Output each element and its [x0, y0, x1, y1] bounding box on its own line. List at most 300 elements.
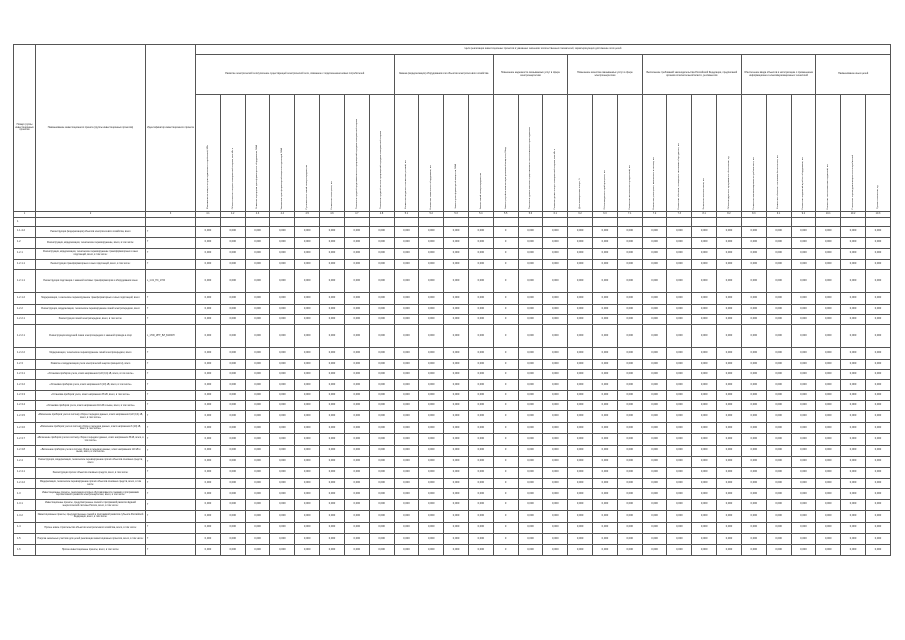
value-cell: 0,000: [369, 545, 394, 556]
value-cell: 0,000: [295, 325, 320, 348]
value-cell: 0,000: [444, 489, 469, 499]
value-cell: 0,000: [667, 348, 692, 359]
value-cell: 0,000: [369, 238, 394, 248]
value-cell: 0,000: [692, 359, 717, 369]
value-cell: 0,000: [543, 226, 568, 237]
value-cell: 0,000: [270, 467, 295, 478]
value-cell: 0,000: [468, 248, 493, 259]
value-cell: 0,000: [816, 445, 841, 456]
value-cell: 0,000: [468, 226, 493, 237]
value-cell: 0,000: [667, 238, 692, 248]
row-id: Г: [146, 467, 196, 478]
value-cell: 0,000: [444, 238, 469, 248]
value-cell: 0,000: [518, 445, 543, 456]
value-cell: 0,000: [642, 533, 667, 544]
value-cell: 0,000: [245, 545, 270, 556]
value-cell: 0,000: [344, 359, 369, 369]
value-cell: 0,000: [394, 401, 419, 411]
value-cell: 0,000: [841, 434, 866, 445]
value-cell: 0,000: [568, 511, 593, 522]
value-cell: 0,000: [320, 359, 345, 369]
value-cell: 0,000: [394, 511, 419, 522]
row-id: Г: [146, 348, 196, 359]
value-cell: 0,000: [320, 533, 345, 544]
value-cell: 0,000: [245, 380, 270, 390]
value-cell: 0,000: [717, 478, 742, 488]
index-cell: 4.4: [270, 212, 295, 218]
value-cell: 0,000: [617, 348, 642, 359]
hdr-subcol-label: Количество технологических нарушений, шт.: [827, 163, 830, 210]
value-cell: 0,000: [220, 348, 245, 359]
value-cell: 0,000: [766, 304, 791, 314]
value-cell: 0,000: [642, 226, 667, 237]
value-cell: 0,000: [245, 401, 270, 411]
value-cell: 0,000: [568, 434, 593, 445]
value-cell: [220, 218, 245, 226]
value-cell: 0,000: [394, 422, 419, 433]
value-cell: 0,000: [419, 401, 444, 411]
row-id: Г: [146, 401, 196, 411]
value-cell: 0,000: [518, 259, 543, 269]
value-cell: 0,000: [692, 380, 717, 390]
value-cell: 0,000: [444, 270, 469, 293]
row-name: Реконструкция трансформаторных и иных подстанций, всего, в том числе:: [36, 259, 146, 269]
value-cell: 0: [493, 457, 518, 467]
value-cell: 0,000: [568, 411, 593, 422]
value-cell: 0,000: [865, 411, 890, 422]
row-num: 1.2.2: [14, 304, 36, 314]
value-cell: 0,000: [196, 457, 221, 467]
value-cell: 0,000: [816, 522, 841, 533]
hdr-subcol-label: Количество выполненных предписаний, шт.: [628, 164, 631, 210]
value-cell: 0,000: [667, 445, 692, 456]
value-cell: 0,000: [245, 226, 270, 237]
value-cell: 0,000: [841, 238, 866, 248]
value-cell: 0,000: [419, 511, 444, 522]
value-cell: 0,000: [444, 380, 469, 390]
value-cell: 0,000: [617, 467, 642, 478]
value-cell: 0,000: [518, 434, 543, 445]
value-cell: 0: [493, 478, 518, 488]
value-cell: 0,000: [593, 359, 618, 369]
value-cell: 0,000: [667, 390, 692, 400]
value-cell: 0,000: [642, 270, 667, 293]
value-cell: 0,000: [295, 478, 320, 488]
value-cell: 0,000: [543, 259, 568, 269]
value-cell: 0,000: [816, 293, 841, 304]
value-cell: 0,000: [617, 293, 642, 304]
value-cell: 0,000: [692, 411, 717, 422]
value-cell: 0,000: [270, 422, 295, 433]
row-num: 1.2.3: [14, 359, 36, 369]
row-id: Г: [146, 359, 196, 369]
value-cell: 0: [493, 369, 518, 379]
index-cell: 9.2: [791, 212, 816, 218]
value-cell: 0,000: [568, 238, 593, 248]
value-cell: 0,000: [841, 248, 866, 259]
value-cell: 0,000: [543, 511, 568, 522]
value-cell: 0,000: [642, 369, 667, 379]
row-id: Г: [146, 499, 196, 510]
value-cell: 0,000: [717, 401, 742, 411]
value-cell: 0,000: [816, 314, 841, 324]
value-cell: 0,000: [344, 226, 369, 237]
table-row: [14, 304, 891, 314]
value-cell: 0,000: [741, 325, 766, 348]
value-cell: 0,000: [766, 457, 791, 467]
value-cell: 0,000: [245, 499, 270, 510]
value-cell: [568, 218, 593, 226]
value-cell: 0,000: [568, 422, 593, 433]
value-cell: 0,000: [766, 248, 791, 259]
value-cell: [667, 218, 692, 226]
value-cell: 0,000: [468, 467, 493, 478]
value-cell: 0,000: [444, 314, 469, 324]
value-cell: 0,000: [816, 499, 841, 510]
value-cell: [617, 218, 642, 226]
table-row: [14, 270, 891, 293]
value-cell: 0,000: [568, 457, 593, 467]
value-cell: 0,000: [593, 489, 618, 499]
value-cell: 0,000: [196, 499, 221, 510]
value-cell: 0,000: [419, 369, 444, 379]
value-cell: 0,000: [245, 533, 270, 544]
value-cell: 0,000: [692, 478, 717, 488]
value-cell: 0,000: [791, 522, 816, 533]
value-cell: 0: [493, 238, 518, 248]
value-cell: 0,000: [344, 434, 369, 445]
value-cell: 0,000: [667, 401, 692, 411]
value-cell: 0,000: [518, 380, 543, 390]
value-cell: 0,000: [220, 238, 245, 248]
row-name: Реконструкция линий электропередачи, всего, в том числе:: [36, 314, 146, 324]
value-cell: 0: [493, 499, 518, 510]
value-cell: 0,000: [617, 445, 642, 456]
value-cell: 0,000: [791, 511, 816, 522]
value-cell: [468, 218, 493, 226]
value-cell: 0,000: [692, 390, 717, 400]
value-cell: 0,000: [667, 422, 692, 433]
value-cell: 0,000: [766, 325, 791, 348]
value-cell: 0,000: [468, 238, 493, 248]
row-num: 1.2.1: [14, 248, 36, 259]
table-row: [14, 422, 891, 433]
value-cell: 0,000: [468, 369, 493, 379]
value-cell: 0,000: [419, 325, 444, 348]
value-cell: 0,000: [642, 434, 667, 445]
row-id: Г: [146, 422, 196, 433]
value-cell: 0,000: [394, 411, 419, 422]
value-cell: 0,000: [717, 325, 742, 348]
hdr-group: Обеспечение ввода объектов в эксплуатацию с применением информационно-телекоммуникационных технологий: [741, 55, 815, 94]
row-name: «Установка приборов учета, класс напряжения 110 кВ и выше, всего, в том числе»: [36, 401, 146, 411]
value-cell: 0,000: [245, 259, 270, 269]
value-cell: 0,000: [220, 325, 245, 348]
value-cell: 0,000: [617, 499, 642, 510]
value-cell: 0,000: [369, 226, 394, 237]
value-cell: 0,000: [841, 348, 866, 359]
row-id: Г: [146, 369, 196, 379]
value-cell: 0,000: [791, 411, 816, 422]
value-cell: 0,000: [791, 359, 816, 369]
value-cell: 0,000: [419, 422, 444, 433]
value-cell: 0,000: [394, 369, 419, 379]
value-cell: 0,000: [270, 348, 295, 359]
value-cell: 0,000: [865, 369, 890, 379]
value-cell: 0,000: [741, 411, 766, 422]
value-cell: 0,000: [717, 499, 742, 510]
value-cell: 0,000: [220, 467, 245, 478]
value-cell: 0,000: [617, 511, 642, 522]
index-cell: 2: [36, 212, 146, 218]
value-cell: 0,000: [568, 304, 593, 314]
hdr-name: Наименование инвестиционного проекта (группы инвестиционных проектов): [36, 45, 146, 212]
value-cell: 0: [493, 390, 518, 400]
value-cell: 0,000: [543, 390, 568, 400]
value-cell: 0,000: [741, 401, 766, 411]
row-id: Г: [146, 380, 196, 390]
hdr-num: Номер группы инвестиционных проектов: [14, 45, 36, 212]
value-cell: 0,000: [717, 270, 742, 293]
value-cell: 0,000: [841, 533, 866, 544]
value-cell: 0,000: [841, 293, 866, 304]
value-cell: 0,000: [543, 478, 568, 488]
value-cell: 0,000: [766, 359, 791, 369]
value-cell: 0,000: [692, 238, 717, 248]
value-cell: 0,000: [320, 434, 345, 445]
value-cell: 0,000: [394, 445, 419, 456]
hdr-subcol-label: Объем внедренного программного обеспечения, ед.: [727, 156, 730, 210]
value-cell: [766, 218, 791, 226]
value-cell: 0,000: [295, 369, 320, 379]
value-cell: 0,000: [865, 359, 890, 369]
value-cell: 0,000: [220, 489, 245, 499]
value-cell: 0,000: [667, 467, 692, 478]
value-cell: 0,000: [766, 293, 791, 304]
value-cell: 0,000: [444, 325, 469, 348]
value-cell: 0,000: [741, 226, 766, 237]
value-cell: 0,000: [468, 511, 493, 522]
value-cell: 0,000: [295, 533, 320, 544]
value-cell: 0,000: [642, 411, 667, 422]
index-cell: 4.2: [220, 212, 245, 218]
value-cell: 0,000: [642, 467, 667, 478]
value-cell: 0,000: [419, 259, 444, 269]
value-cell: 0,000: [766, 238, 791, 248]
value-cell: 0,000: [593, 522, 618, 533]
value-cell: 0,000: [518, 467, 543, 478]
value-cell: 0,000: [468, 489, 493, 499]
value-cell: 0,000: [841, 359, 866, 369]
value-cell: 0,000: [419, 434, 444, 445]
value-cell: 0,000: [717, 434, 742, 445]
value-cell: 0,000: [865, 380, 890, 390]
value-cell: 0,000: [196, 411, 221, 422]
value-cell: 0,000: [369, 467, 394, 478]
value-cell: 0,000: [320, 390, 345, 400]
hdr-goals: Цели реализации инвестиционных проектов в указанных значениях количественных показателей, характеризующих достижение этих целей: [196, 45, 891, 55]
value-cell: 0,000: [196, 270, 221, 293]
value-cell: 0,000: [320, 314, 345, 324]
value-cell: 0,000: [468, 545, 493, 556]
value-cell: 0,000: [816, 259, 841, 269]
index-cell: 4.1: [196, 212, 221, 218]
value-cell: 0,000: [295, 467, 320, 478]
value-cell: 0,000: [196, 478, 221, 488]
value-cell: 0,000: [394, 238, 419, 248]
value-cell: 0,000: [320, 293, 345, 304]
index-cell: 5.1: [394, 212, 419, 218]
value-cell: 0,000: [320, 478, 345, 488]
hdr-subcol: [518, 94, 543, 211]
value-cell: 0,000: [270, 259, 295, 269]
row-num: 1.3.1: [14, 499, 36, 510]
value-cell: 0,000: [518, 545, 543, 556]
row-id: Г: [146, 248, 196, 259]
value-cell: 0,000: [419, 270, 444, 293]
value-cell: 0,000: [369, 380, 394, 390]
value-cell: 0,000: [295, 511, 320, 522]
row-id: Г: [146, 478, 196, 488]
hdr-subcol: [816, 94, 841, 211]
value-cell: 0,000: [841, 522, 866, 533]
value-cell: 0,000: [369, 422, 394, 433]
value-cell: 0,000: [642, 248, 667, 259]
value-cell: 0,000: [543, 522, 568, 533]
value-cell: 0,000: [320, 304, 345, 314]
value-cell: 0,000: [394, 325, 419, 348]
value-cell: [717, 218, 742, 226]
row-name: Реконструкция воздушной линии электропередачи с заменой провода и опор: [36, 325, 146, 348]
value-cell: 0,000: [766, 467, 791, 478]
value-cell: 0,000: [766, 411, 791, 422]
hdr-subcol: [543, 94, 568, 211]
value-cell: 0,000: [419, 226, 444, 237]
value-cell: 0,000: [692, 270, 717, 293]
value-cell: 0,000: [518, 457, 543, 467]
value-cell: 0,000: [295, 293, 320, 304]
value-cell: 0,000: [344, 457, 369, 467]
value-cell: 0: [493, 434, 518, 445]
value-cell: 0,000: [791, 467, 816, 478]
value-cell: 0,000: [320, 248, 345, 259]
value-cell: 0,000: [394, 226, 419, 237]
value-cell: 0: [493, 511, 518, 522]
hdr-subcol-label: Замена устройств компенсации реактивной мощности, Мвар: [504, 147, 507, 210]
value-cell: 0,000: [568, 545, 593, 556]
value-cell: 0,000: [369, 259, 394, 269]
value-cell: 0,000: [344, 489, 369, 499]
table-row: [14, 533, 891, 544]
hdr-subcol-label: Количество узлов учета, включенных в систему, шт.: [653, 156, 656, 210]
value-cell: 0,000: [518, 522, 543, 533]
value-cell: 0,000: [543, 411, 568, 422]
row-num: 1.2.4.2: [14, 478, 36, 488]
value-cell: 0,000: [717, 259, 742, 269]
row-id: Г: [146, 434, 196, 445]
value-cell: 0,000: [568, 369, 593, 379]
value-cell: 0,000: [617, 380, 642, 390]
value-cell: 0,000: [717, 489, 742, 499]
value-cell: 0,000: [394, 489, 419, 499]
value-cell: 0,000: [196, 325, 221, 348]
index-cell: 7.1: [617, 212, 642, 218]
value-cell: 0,000: [394, 293, 419, 304]
table-row: [14, 545, 891, 556]
value-cell: 0,000: [295, 270, 320, 293]
value-cell: 0,000: [196, 445, 221, 456]
value-cell: 0,000: [865, 325, 890, 348]
hdr-subcol-label: Показатель оценки удовлетворенности потребителей: [851, 154, 854, 210]
value-cell: 0,000: [394, 380, 419, 390]
value-cell: 0,000: [692, 422, 717, 433]
value-cell: 0,000: [518, 226, 543, 237]
value-cell: 0,000: [245, 314, 270, 324]
hdr-subcol-label: Увеличение трансформаторной мощности подстанций, МВА: [281, 147, 284, 210]
row-id: Г: [146, 314, 196, 324]
value-cell: 0,000: [568, 445, 593, 456]
value-cell: 0,000: [692, 348, 717, 359]
row-id: Г: [146, 533, 196, 544]
value-cell: 0,000: [667, 411, 692, 422]
value-cell: 0,000: [196, 359, 221, 369]
row-num: 1.2: [14, 238, 36, 248]
value-cell: 0,000: [791, 445, 816, 456]
hdr-subcol-label: Объем введенных приборов учета, шт.: [603, 169, 606, 210]
value-cell: 0,000: [741, 238, 766, 248]
value-cell: 0,000: [816, 422, 841, 433]
value-cell: 0,000: [468, 293, 493, 304]
value-cell: 0,000: [766, 401, 791, 411]
value-cell: 0,000: [741, 522, 766, 533]
value-cell: 0,000: [841, 422, 866, 433]
value-cell: 0,000: [369, 533, 394, 544]
value-cell: 0,000: [667, 478, 692, 488]
value-cell: 0: [493, 304, 518, 314]
value-cell: [245, 218, 270, 226]
value-cell: 0,000: [518, 304, 543, 314]
investment-table: [13, 44, 891, 556]
value-cell: 0,000: [865, 390, 890, 400]
value-cell: 0,000: [667, 304, 692, 314]
value-cell: 0,000: [196, 380, 221, 390]
value-cell: 0,000: [369, 270, 394, 293]
value-cell: 0,000: [865, 348, 890, 359]
value-cell: 0: [493, 467, 518, 478]
value-cell: 0,000: [220, 478, 245, 488]
hdr-subcol-label: Количество нарушений в работе оборудования, шт.: [802, 156, 805, 210]
value-cell: 0,000: [791, 259, 816, 269]
hdr-subcol-label: Снижение перегрузки трансформаторного оборудования, МВА: [256, 145, 259, 210]
value-cell: 0,000: [468, 533, 493, 544]
hdr-subcol: [320, 94, 345, 211]
value-cell: 0,000: [518, 422, 543, 433]
value-cell: 0,000: [344, 522, 369, 533]
value-cell: 0,000: [593, 226, 618, 237]
value-cell: 0,000: [642, 390, 667, 400]
value-cell: 0,000: [692, 499, 717, 510]
value-cell: 0,000: [444, 304, 469, 314]
value-cell: 0,000: [468, 380, 493, 390]
index-cell: 8.2: [717, 212, 742, 218]
value-cell: 0,000: [344, 238, 369, 248]
value-cell: 0,000: [741, 499, 766, 510]
table-row: [14, 380, 891, 390]
row-id: Г: [146, 238, 196, 248]
value-cell: 0,000: [816, 348, 841, 359]
hdr-subcol: [841, 94, 866, 211]
hdr-group: Наименование иных целей: [816, 55, 891, 94]
